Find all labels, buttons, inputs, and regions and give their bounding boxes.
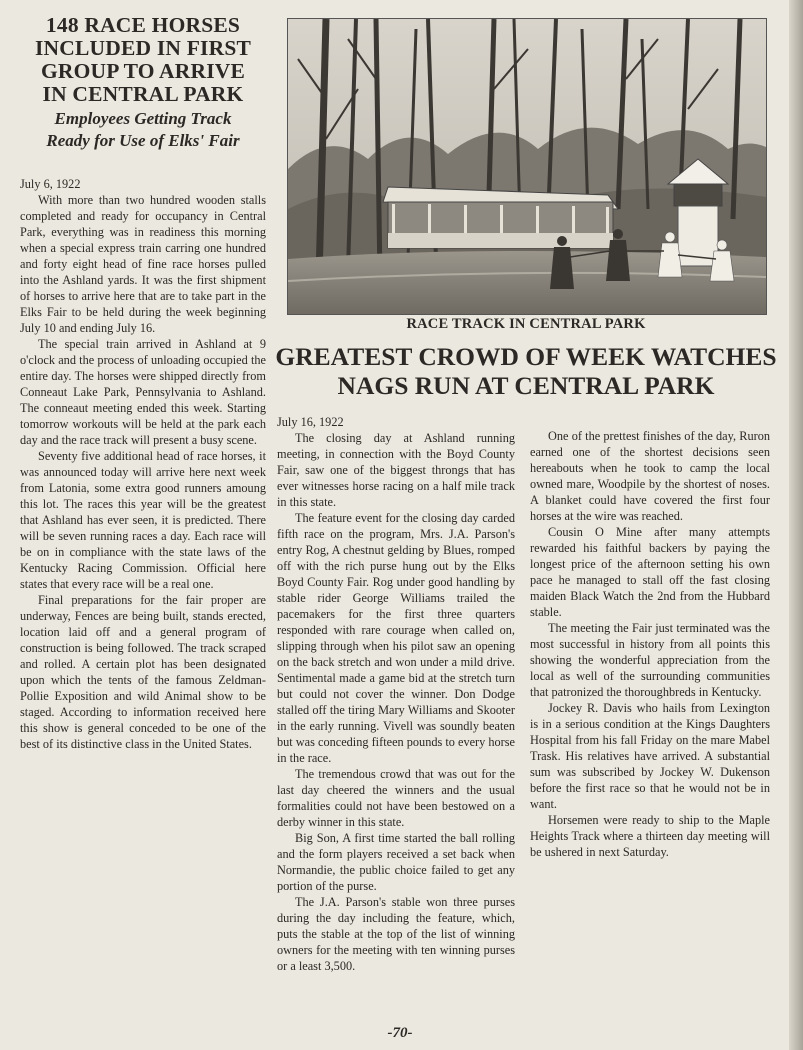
headline-line: IN CENTRAL PARK	[42, 82, 244, 106]
main-article-column-2	[530, 414, 770, 860]
main-article-paragraph: The closing day at Ashland running meeting, in connection with the Boyd County Fair, saw one of the biggest throngs that has ever witnesses horse racing on a half mile track in this state.	[277, 431, 515, 509]
main-article-paragraph: One of the prettest finishes of the day, Ruron earned one of the shortest decisions seen hereabouts when he took to camp the local owned mare, Woodpile by the shortest of noses. A blanket could have covered the first four horses at the wire was reached.	[530, 429, 770, 523]
main-article-paragraph: Cousin O Mine after many attempts rewarded his faithful backers by paying the longest price of the afternoon setting his own pace he managed to stall off the fast closing maiden Black Watch the 2nd from the Hubbard stable.	[530, 525, 770, 619]
main-article-paragraph: Big Son, A first time started the ball rolling and the form players received a set back when Normandie, the public choice failed to get any portion of the purse.	[277, 831, 515, 893]
left-article	[20, 14, 266, 752]
left-article-paragraph: The special train arrived in Ashland at 9 o'clock and the process of unloading occupied the entire day. The horses were shipped directly from Conneaut Lake Park, Pennsylvania to Ashland. The conneaut meeting ended this week. Starting tomorrow workouts will be held at the park each day and the race track will present a busy scene.	[20, 337, 266, 447]
main-article-paragraph: The J.A. Parson's stable won three purses during the day including the feature, which, puts the stable at the top of the list of winning owners for the meeting with ten winning purses or a least 3,500.	[277, 895, 515, 973]
main-article-paragraph: Horsemen were ready to ship to the Maple Heights Track where a thirteen day meeting will be ushered in next Saturday.	[530, 813, 770, 859]
headline-line: GREATEST CROWD OF WEEK WATCHES	[275, 342, 777, 371]
left-article-paragraph: Seventy five additional head of race horses, it was announced today will arrive here next week from Latonia, some extra good runners amoung this lot. The races this year will be the greatest that Ashland has ever seen, it is predicted. There will be seven running races a day. Each race will be on in compliance with the state laws of the Kentucky Racing Commission. Official here states that every race will be a real one.	[20, 449, 266, 591]
headline-line: GROUP TO ARRIVE	[40, 59, 246, 83]
main-article-paragraph: The feature event for the closing day carded fifth race on the program, Mrs. J.A. Parson's entry Rog, A chestnut gelding by Blues, romped off with the rich purse hung out by the Elks Boyd County Fair. Rog under good handling by stable rider George Williams trailed the pacemakers for the first three quarters responded with rare courage when called on, slipping through when his pilot saw an opening on the back stretch and won under a mild drive. Sentimental made a game bid at the stretch turn but could not cover the winner. Don Dodge stalled off the tiring Mary Williams and Skooter in the early running. Vivell was soundly beaten but was conceding fifteen pounds to every horse in the race.	[277, 511, 516, 765]
page-number: -70-	[387, 1025, 413, 1041]
left-article-headline	[20, 14, 266, 106]
main-article-headline	[273, 342, 779, 400]
left-article-paragraph: With more than two hundred wooden stalls completed and ready for occupancy in Central Park, everything was in readiness this morning when a special express train carring one hundred and forty eight head of fine race horses pulled into the Ashland yards. It was the first shipment of horses to arrive here that are to take part in the Elks Fair to be held during the week beginning July 10 and ending July 16.	[20, 193, 266, 335]
main-article-paragraph: Jockey R. Davis who hails from Lexington is in a serious condition at the Kings Daughters Hospital from his fall Friday on the mare Mabel Trask. His relatives have arrived. A substantial sum was subscribed by Jockey W. Dukenson before the first race so that he would not be in want.	[530, 701, 770, 811]
race-track-photo	[287, 18, 767, 315]
page-edge-shadow	[789, 0, 803, 1050]
main-article-paragraph: The tremendous crowd that was out for the last day cheered the winners and the usual formalities could not have been bestowed on a derby winner in this state.	[277, 767, 515, 829]
left-article-subhead	[20, 108, 266, 152]
subhead-line: Ready for Use of Elks' Fair	[46, 131, 240, 150]
photo-caption: RACE TRACK IN CENTRAL PARK	[406, 316, 646, 332]
headline-line: 148 RACE HORSES	[45, 13, 241, 37]
subhead-line: Employees Getting Track	[54, 109, 232, 128]
left-article-paragraph: Final preparations for the fair proper are underway, Fences are being built, stands erected, location laid off and a general program of construction is being followed. The track scraped and rolled. A certain plot has been designated upon which the tents of the famous Zeldman-Pollie Exposition and wild Animal show to be staged. According to information received here this show is general conceded to be one of the best of its distinctive class in the United States.	[20, 593, 266, 751]
left-article-date: July 6, 1922	[20, 177, 81, 191]
main-article-date: July 16, 1922	[277, 415, 344, 429]
headline-line: NAGS RUN AT CENTRAL PARK	[337, 371, 715, 400]
headline-line: INCLUDED IN FIRST	[34, 36, 252, 60]
main-article-paragraph: The meeting the Fair just terminated was the most successful in history from all points this showing the wonderful appreciation from the local as well of the surrounding communities that patronized the thoroughbreds in Kentucky.	[530, 621, 770, 699]
main-article-column-1	[277, 414, 515, 974]
